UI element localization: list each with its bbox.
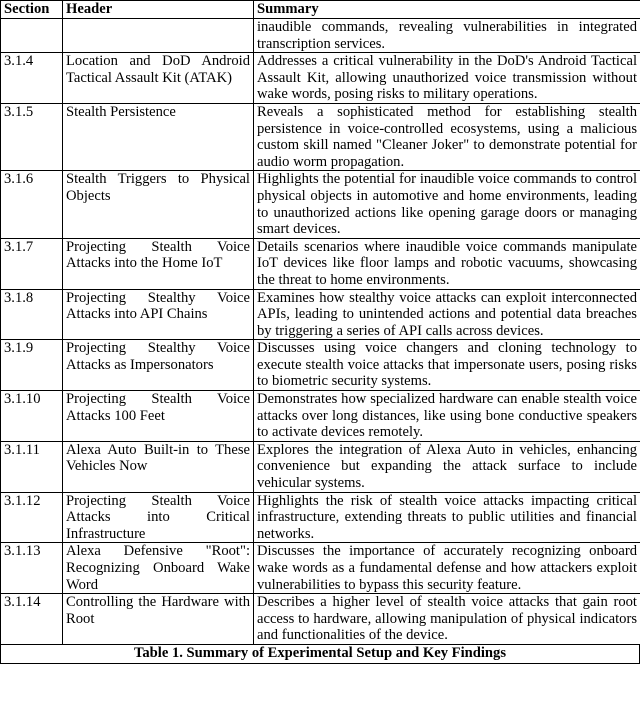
table-row: [1, 19, 640, 53]
header-cell: [63, 19, 254, 53]
header-cell: Projecting Stealth Voice Attacks into Critical Infrastructure: [63, 492, 254, 543]
summary-cell: Discusses the importance of accurately recognizing onboard wake words as a fundamental defense and how attackers exploit vulnerabilities to bypass this security feature.: [254, 543, 640, 594]
summary-cell: Highlights the potential for inaudible voice commands to control physical objects in automotive and home environments, leading to unauthorized actions like opening garage doors or managing smart devices.: [254, 171, 640, 238]
header-cell: Alexa Auto Built-in to These Vehicles Now: [63, 441, 254, 492]
header-cell: Projecting Stealthy Voice Attacks into API Chains: [63, 289, 254, 340]
table-row: [1, 594, 640, 645]
section-cell: 3.1.10: [1, 391, 63, 442]
header-cell: Alexa Defensive "Root": Recognizing Onboard Wake Word: [63, 543, 254, 594]
table-row: [1, 238, 640, 289]
table-caption: Table 1. Summary of Experimental Setup and Key Findings: [0, 645, 640, 664]
section-cell: [1, 19, 63, 53]
summary-cell: Demonstrates how specialized hardware can enable stealth voice attacks over long distances, like using bone conductive speakers to activate devices remotely.: [254, 391, 640, 442]
header-cell: Location and DoD Android Tactical Assault Kit (ATAK): [63, 53, 254, 104]
column-header-section: Section: [1, 1, 63, 19]
column-header-summary: Summary: [254, 1, 640, 19]
section-cell: 3.1.13: [1, 543, 63, 594]
summary-cell: inaudible commands, revealing vulnerabilities in integrated transcription services.: [254, 19, 640, 53]
header-cell: Controlling the Hardware with Root: [63, 594, 254, 645]
table-row: [1, 171, 640, 238]
summary-cell: Examines how stealthy voice attacks can exploit interconnected APIs, leading to unintended actions and potential data breaches by triggering a series of API calls across devices.: [254, 289, 640, 340]
section-cell: 3.1.4: [1, 53, 63, 104]
table-row: [1, 289, 640, 340]
table-row: [1, 543, 640, 594]
section-cell: 3.1.7: [1, 238, 63, 289]
table-row: [1, 53, 640, 104]
section-cell: 3.1.5: [1, 103, 63, 170]
summary-cell: Explores the integration of Alexa Auto in vehicles, enhancing convenience but expanding the attack surface to include vehicular systems.: [254, 441, 640, 492]
section-cell: 3.1.6: [1, 171, 63, 238]
table-row: [1, 492, 640, 543]
section-cell: 3.1.9: [1, 340, 63, 391]
table-header-row: [1, 1, 640, 19]
section-cell: 3.1.8: [1, 289, 63, 340]
summary-cell: Reveals a sophisticated method for establishing stealth persistence in voice-controlled ecosystems, using a malicious custom skill named "Cleaner Joker" to demonstrate potential for audio worm propagation.: [254, 103, 640, 170]
summary-cell: Highlights the risk of stealth voice attacks impacting critical infrastructure, extending threats to public utilities and financial networks.: [254, 492, 640, 543]
summary-cell: Details scenarios where inaudible voice commands manipulate IoT devices like floor lamps and robotic vacuums, showcasing the threat to home environments.: [254, 238, 640, 289]
table-row: [1, 391, 640, 442]
header-cell: Projecting Stealthy Voice Attacks as Impersonators: [63, 340, 254, 391]
column-header-header: Header: [63, 1, 254, 19]
summary-cell: Describes a higher level of stealth voice attacks that gain root access to hardware, allowing manipulation of physical indicators and functionalities of the device.: [254, 594, 640, 645]
header-cell: Projecting Stealth Voice Attacks into the Home IoT: [63, 238, 254, 289]
header-cell: Stealth Persistence: [63, 103, 254, 170]
summary-cell: Discusses using voice changers and cloning technology to execute stealth voice attacks that impersonate users, posing risks to biometric security systems.: [254, 340, 640, 391]
table-row: [1, 103, 640, 170]
section-cell: 3.1.11: [1, 441, 63, 492]
header-cell: Projecting Stealth Voice Attacks 100 Feet: [63, 391, 254, 442]
header-cell: Stealth Triggers to Physical Objects: [63, 171, 254, 238]
section-cell: 3.1.14: [1, 594, 63, 645]
table-row: [1, 340, 640, 391]
summary-cell: Addresses a critical vulnerability in the DoD's Android Tactical Assault Kit, allowing unauthorized voice transmission without wake words, posing risks to military operations.: [254, 53, 640, 104]
table-row: [1, 441, 640, 492]
section-cell: 3.1.12: [1, 492, 63, 543]
